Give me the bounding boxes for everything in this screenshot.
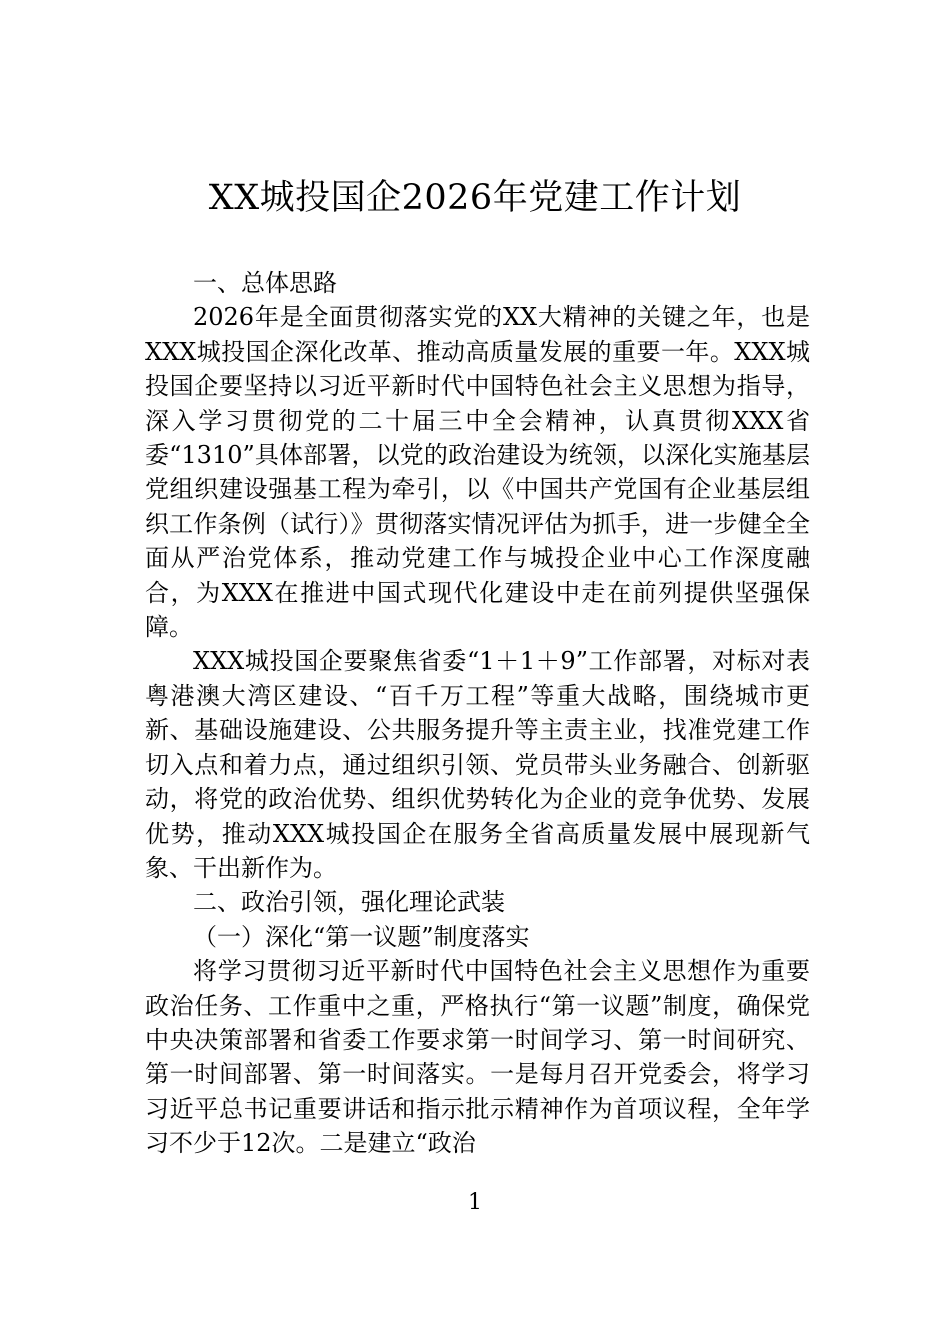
document-title: XX城投国企2026年党建工作计划 [208,178,742,218]
paragraph-1: 2026年是全面贯彻落实党的XX大精神的关键之年，也是XXX城投国企深化改革、推动高质量发展的重要一年。XXX城投国企要坚持以习近平新时代中国特色社会主义思想为指导，深入学习贯彻党的二十届三中全会精神，认真贯彻XXX省委“1310”具体部署，以党的政治建设为统领，以深化实施基层党组织建设强基工程为牵引，以《中国共产党国有企业基层组织工作条例（试行）》贯彻落实情况评估为抓手，进一步健全全面从严治党体系，推动党建工作与城投企业中心工作深度融合，为XXX在推进中国式现代化建设中走在前列提供坚强保障。 [145,303,810,642]
page-number: 1 [468,1190,482,1215]
subsection-heading-1: （一）深化“第一议题”制度落实 [193,922,530,951]
paragraph-3: 将学习贯彻习近平新时代中国特色社会主义思想作为重要政治任务、工作重中之重，严格执行“第一议题”制度，确保党中央决策部署和省委工作要求第一时间学习、第一时间研究、第一时间部署、第一时间落实。一是每月召开党委会，将学习习近平总书记重要讲话和指示批示精神作为首项议程，全年学习不少于12次。二是建立“政治 [145,957,810,1158]
section-heading-1: 一、总体思路 [193,269,337,297]
document-body [145,266,810,1161]
section-heading-2: 二、政治引领，强化理论武装 [193,888,505,917]
paragraph-2: XXX城投国企要聚焦省委“1＋1＋9”工作部署，对标对表粤港澳大湾区建设、“百千万工程”等重大战略，围绕城市更新、基础设施建设、公共服务提升等主责主业，找准党建工作切入点和着力点，通过组织引领、党员带头业务融合、创新驱动，将党的政治优势、组织优势转化为企业的竞争优势、发展优势，推动XXX城投国企在服务全省高质量发展中展现新气象、干出新作为。 [145,647,810,882]
